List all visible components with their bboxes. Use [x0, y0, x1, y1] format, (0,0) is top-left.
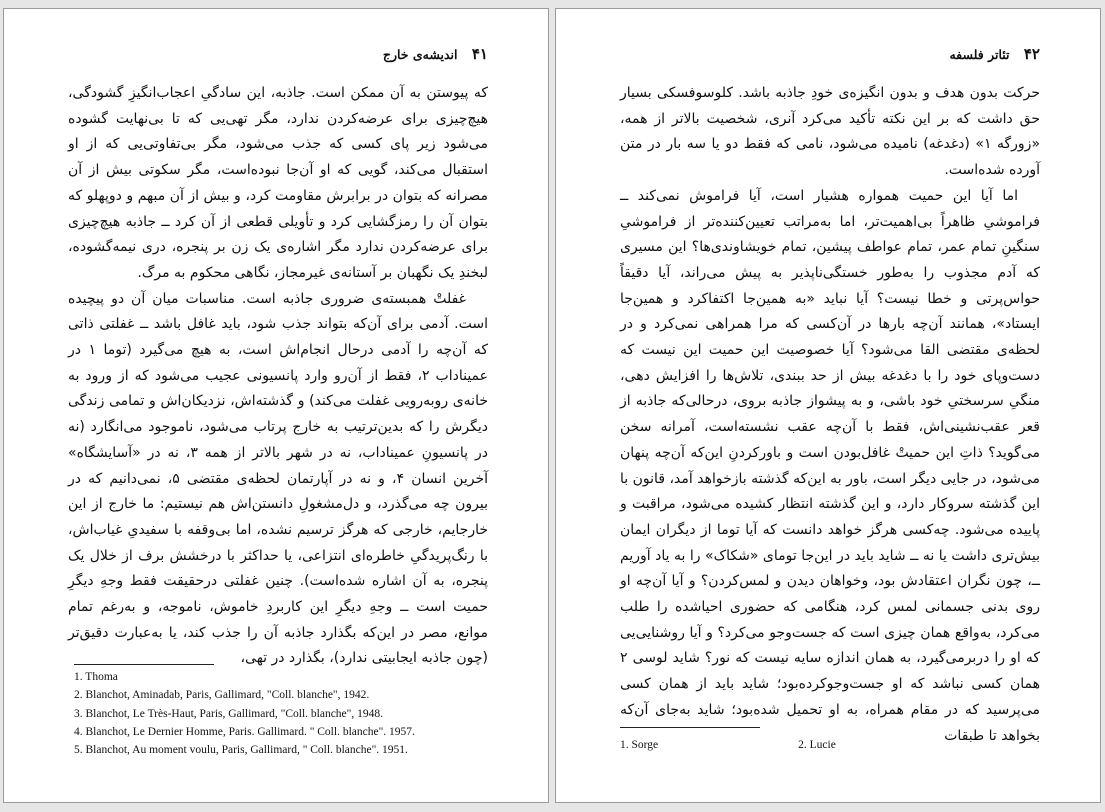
footnote-divider	[74, 664, 214, 665]
right-page	[555, 8, 1101, 803]
paragraph: اما آیا این حمیت همواره هشیار است، آیا فراموش نمی‌کند ــ فراموشیِ ظاهراً بی‌اهمیت‌تر، اما به‌مراتب تعیین‌کننده‌تر از فراموشیِ سنگینِ تمام عمر، تمام عواطف پیشین، تمام خویشاوندی‌ها؟ این مسیری که آدم مجذوب را به‌طور خستگی‌ناپذیر به پیش می‌راند، آیا دقیقاً حواس‌پرتی و خطا نیست؟ آیا نباید «به همین‌جا اکتفاکرد و همین‌جا ایستاد»، همانند آن‌چه بارها در آن‌کسی که مرا همراهی نمی‌کرد و در لحظه‌ی مقتضی القا می‌شود؟ آیا خصوصیت این حمیت این نیست که دست‌وپای خود را با دغدغه بیش از حد ببندی، تلاش‌ها را افزایش دهی، منگیِ سرسختیِ خود باشی، و به پیشواز جاذبه بروی، درحالی‌که جاذبه از قعر عقب‌نشینی‌اش، فقط با آن‌چه عقب نشسته‌است، آمرانه سخن می‌گوید؟ ذاتِ این حمیتْ غافل‌بودن است و باورکردنِ این‌که آن‌چه پنهان می‌شود، در جایی دیگر است، باور به این‌که گذشته بازخواهد آمد، قانون با این گذشته سروکار دارد، و این گذشته انتظار کشیده می‌شود، مراقبت و پاییده می‌شود. چه‌کسی هرگز خواهد دانست که آیا توما از دیگران ایمان بیش‌تری داشت یا نه ــ شاید باید در این‌جا توما‌ی «شکاک» را به یاد آوریم ــ، چون نگران اعتقادش بود، وخواهان دیدن و لمس‌کردن؟ و آیا آن‌چه او روی بدنی جسمانی لمس کرد، هنگامی که حضوری احیاشده را طلب می‌کرد، به‌واقع همان چیزی است که جست‌وجو می‌کرد؟ و آیا روشنایی‌یی که او را دربرمی‌گیرد، به همان اندازه سایه نیست که نور؟ شاید لوسی ۲ همان کسی نباشد که او جست‌وجو‌کرده‌بود؛ شاید باید از همان کسی می‌پرسید که در مقام همراه، به او تحمیل شده‌بود؛ شاید به‌جای آن‌که بخواهد تا طبقات	[620, 187, 1040, 744]
body-text	[620, 81, 1040, 749]
footnote: 4. Blanchot, Le Dernier Homme, Paris. Gallimard. " Coll. blanche". 1957.	[74, 725, 415, 738]
page-header	[616, 45, 1040, 65]
footnote: 1. Sorge	[620, 739, 659, 751]
running-title: اندیشه‌ی خارج	[382, 47, 458, 62]
paragraph: غفلتْ همبسته‌ی ضروری جاذبه است. مناسبات میان آن دو پیچیده است. آدمی برای آن‌که بتواند جذب شود، باید غافل باشد ــ غفلتی ذاتی که آن‌چه را آدمی درحال انجام‌اش است، به هیچ می‌گیرد (توما ۱ در عمیناداب ۲، فقط از آن‌رو وارد پانسیونی عجیب می‌شود که از ورود به خانه‌ی روبه‌رویی غفلت می‌کند) و گذشته‌اش، نزدیکان‌اش و تمامی زندگی دیگرش را که بدین‌ترتیب به خارج پرتاب می‌شود، ناموجود می‌انگارد (نه در پانسیونِ عمیناداب، نه در شهر بالاتر از همه ۳، نه در «آسایشگاه» آخرین انسان ۴، و نه در آپارتمان لحظه‌ی مقتضی ۵، نمی‌دانیم که در بیرون چه می‌گذرد، و دل‌مشغولِ دانستن‌اش هم نیستیم: ما خارج از این خارجایم، خارجی که هرگز ترسیم نشده، اما بی‌وقفه با سفیدیِ غیاب‌اش، با رنگ‌پریدگیِ خاطره‌ای انتزاعی، یا حداکثر با درخشش برف از خلال یک پنجره، به آن اشاره شده‌است). چنین غفلتی درحقیقت فقط وجهِ دیگرِ حمیت است ــ وجهِ دیگرِ این کاربردِ خاموش، ناموجه، و به‌رغم تمام موانع، مصر در این‌که بگذارد جاذبه آن را جذب کند، یا به‌عبارت دقیق‌تر (چون جاذبه ایجابیتی ندارد)، بگذارد در تهی،	[68, 290, 489, 667]
footnotes	[74, 668, 415, 759]
running-title: تئاتر فلسفه	[949, 47, 1010, 62]
paragraph: که پیوستن به آن ممکن است. جاذبه، این سادگیِ اعجاب‌انگیزِ گشودگی، هیچ‌چیزی برای عرضه‌کردن ندارد، مگر تهی‌یی که تا بی‌نهایت گشوده می‌شود زیر پای کسی که جذب می‌شود، مگر بی‌تفاوتی‌یی که از او استقبال می‌کند، گویی که او آن‌جا نبوده‌است، مگر سکوتی بیش از آن مصرانه که بتوان در برابرش مقاومت کرد، و بیش از آن مبهم و دوپهلو که بتوان آن را رمزگشایی کرد و تأویلی قطعی از آن کرد ــ جاذبه هیچ‌چیزی برای عرضه‌کردن ندارد مگر اشاره‌ی یک زن بر پنجره، دری نیمه‌گشوده، لبخندِ یک نگهبان بر آستانه‌ی غیرمجاز، نگاهی محکوم به مرگ.	[68, 85, 488, 281]
left-page	[3, 8, 549, 803]
page-number: ۴۱	[471, 45, 488, 63]
page-header	[64, 45, 488, 65]
paragraph: حرکت بدون هدف و بدون انگیزه‌ی خودِ جاذبه باشد. کلوسوفسکی بسیار حق داشت که بر این نکته تأکید می‌کرد آنری، شخصیت بالاتر از همه، «زورگه ۱» (دغدغه) نامیده می‌شود، نامی که فقط دو یا سه بار در متن آورده شده‌است.	[620, 85, 1041, 179]
footnotes	[620, 736, 836, 754]
page-number: ۴۲	[1023, 45, 1040, 63]
footnote: 2. Lucie	[798, 739, 836, 751]
body-text	[68, 81, 488, 672]
footnote: 2. Blanchot, Aminadab, Paris, Gallimard, "Coll. blanche", 1942.	[74, 689, 370, 702]
footnote: 5. Blanchot, Au moment voulu, Paris, Gallimard, " Coll. blanche". 1951.	[74, 744, 408, 757]
footnote-divider	[620, 727, 760, 728]
footnote: 3. Blanchot, Le Très-Haut, Paris, Gallimard, "Coll. blanche", 1948.	[74, 707, 383, 720]
footnote: 1. Thoma	[74, 671, 118, 683]
